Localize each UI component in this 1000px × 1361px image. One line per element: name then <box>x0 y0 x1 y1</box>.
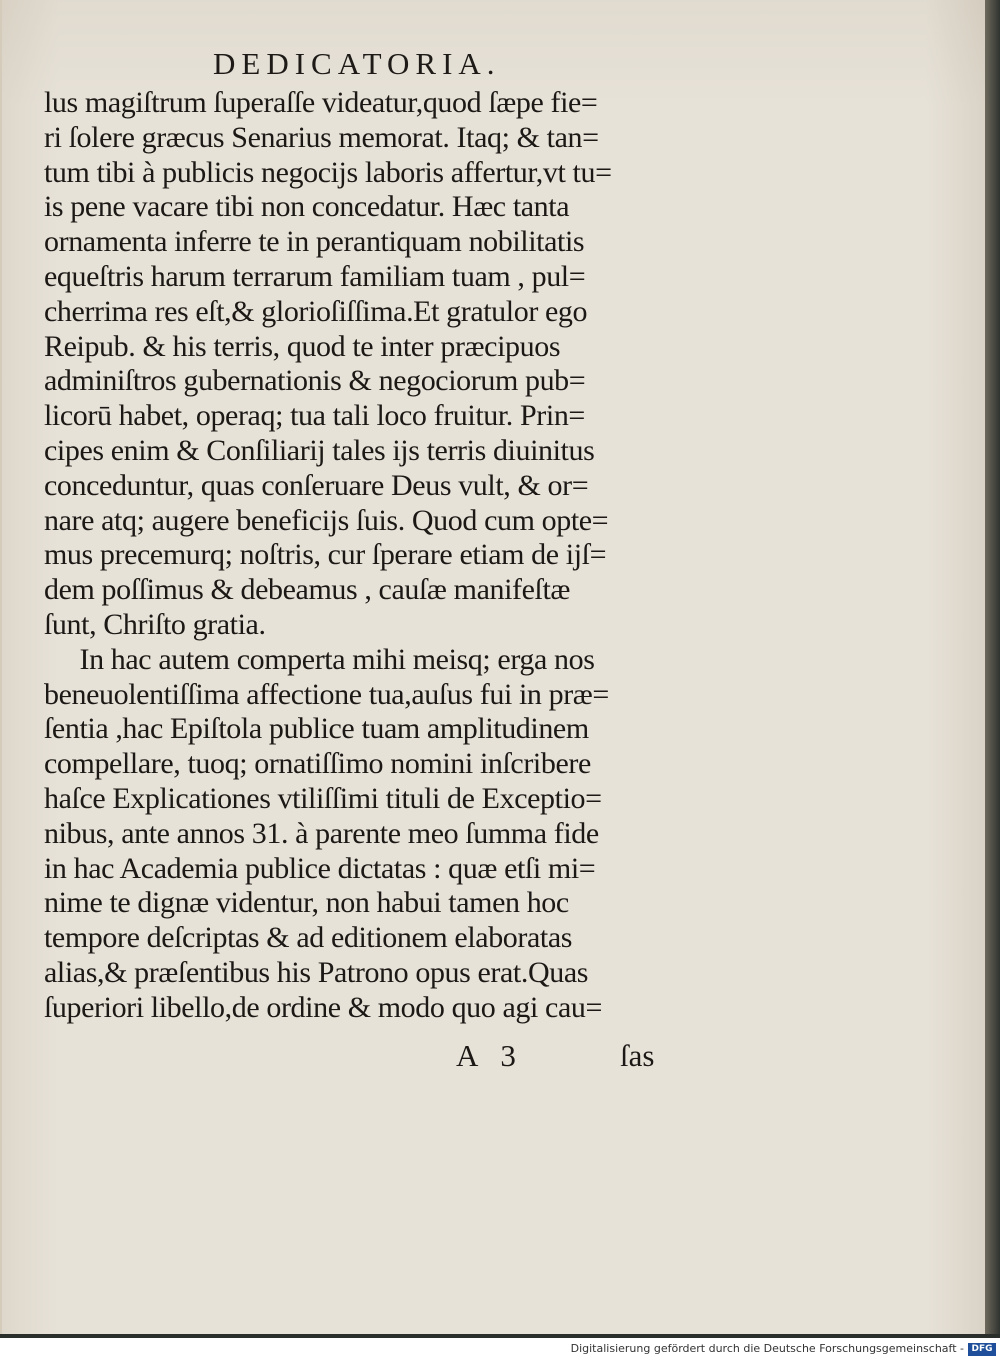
text-line: cherrima res eſt,& glorioſiſſima.Et gratulor ego <box>44 294 588 328</box>
text-line: haſce Explicationes vtiliſſimi tituli de Exceptio= <box>44 781 602 815</box>
text-line: nibus, ante annos 31. à parente meo ſumma fide <box>44 816 599 850</box>
signature-mark: A 3 <box>456 1038 524 1073</box>
text-line: compellare, tuoq; ornatiſſimo nomini inſcribere <box>44 747 591 781</box>
body-text <box>44 86 684 1026</box>
catchword: ſas <box>620 1038 655 1073</box>
text-line: alias,& præſentibus his Patrono opus erat.Quas <box>44 955 589 989</box>
page-footer <box>0 1038 685 1078</box>
text-line: ſentia ,hac Epiſtola publice tuam amplitudinem <box>44 712 589 746</box>
text-line: ornamenta inferre te in perantiquam nobilitatis <box>44 225 585 259</box>
text-line: in hac Academia publice dictatas : quæ etſi mi= <box>44 851 596 885</box>
text-line: licorū habet, operaq; tua tali loco fruitur. Prin= <box>44 399 585 433</box>
text-line: adminiſtros gubernationis & negociorum pub= <box>44 364 586 398</box>
dfg-logo-icon: DFG <box>968 1343 996 1356</box>
digitization-credit-bar <box>0 1338 1000 1361</box>
text-line: Reipub. & his terris, quod te inter præcipuos <box>44 329 561 363</box>
running-head: DEDICATORIA. <box>213 46 501 81</box>
text-line: dem poſſimus & debeamus , cauſæ manifeſtæ <box>44 573 571 607</box>
text-line: is pene vacare tibi non concedatur. Hæc tanta <box>44 190 570 224</box>
text-line: tempore deſcriptas & ad editionem elaboratas <box>44 921 573 955</box>
text-line: beneuolentiſſima affectione tua,auſus fui in præ= <box>44 677 609 711</box>
text-line: nare atq; augere beneficijs ſuis. Quod cum opte= <box>44 503 609 537</box>
text-line: equeſtris harum terrarum familiam tuam , pul= <box>44 259 586 293</box>
text-line: nime te dignæ videntur, non habui tamen hoc <box>44 886 569 920</box>
text-line: tum tibi à publicis negocijs laboris affertur,vt tu= <box>44 155 612 189</box>
text-line: mus precemurq; noſtris, cur ſperare etiam de ijſ= <box>44 538 607 572</box>
text-line: lus magiſtrum ſuperaſſe videatur,quod ſæpe fie= <box>44 86 598 119</box>
text-line: ſuperiori libello,de ordine & modo quo agi cau= <box>44 990 602 1024</box>
text-line: cipes enim & Conſiliarij tales ijs terris diuinitus <box>44 433 595 467</box>
digitization-note: Digitalisierung gefördert durch die Deutsche Forschungsgemeinschaft - <box>570 1342 964 1355</box>
text-line: In hac autem comperta mihi meisq; erga nos <box>44 642 595 676</box>
text-line: conceduntur, quas conſeruare Deus vult, & or= <box>44 468 589 502</box>
text-line: ſunt, Chriſto gratia. <box>44 607 266 641</box>
text-line: ri ſolere græcus Senarius memorat. Itaq; & tan= <box>44 120 599 154</box>
